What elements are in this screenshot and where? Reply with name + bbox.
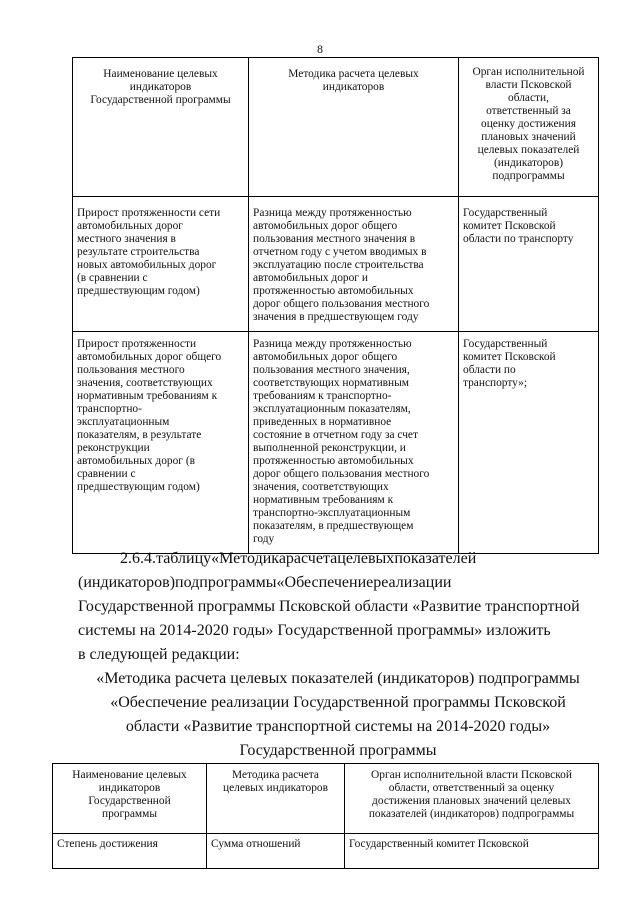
indicators-methodology-table — [72, 57, 599, 554]
table-header-row — [73, 58, 599, 197]
table-title: «Методика расчета целевых показателей (индикаторов) подпрограммы «Обеспечение реализации Государственной программы Псковской области «Развитие транспортной системы на 2014-2020 годы» Государственной программы — [96, 670, 580, 759]
calculation-method-cell: Сумма отношений — [207, 834, 345, 869]
paragraph-line: 2.6.4.таблицу«Методикарасчетацелевыхпоказателей — [120, 550, 477, 567]
header-calculation-method: Методика расчета целевых индикаторов — [207, 764, 345, 834]
table-row — [73, 197, 599, 332]
calculation-method-cell: Разница между протяженностью автомобильных дорог общего пользования местного значения в отчетном году с учетом вводимых в эксплуатацию после строительства автомобильных дорог и протяженностью автомобильных дорог общего пользования местного значения в предшествующем году — [249, 197, 459, 332]
header-responsible-authority: Орган исполнительной власти Псковской области, ответственный за оценку достижения плановых значений целевых показателей (индикаторов) подпрограммы — [345, 764, 599, 834]
paragraph-line: Государственной программы Псковской области «Развитие транспортной — [78, 598, 580, 615]
table-header-row — [53, 764, 599, 834]
header-indicator-name: Наименование целевых индикаторов Государственной программы — [53, 764, 207, 834]
table-row — [53, 834, 599, 869]
page-number: 8 — [317, 42, 323, 56]
indicator-name-cell: Прирост протяженности автомобильных дорог общего пользования местного значения, соответствующих нормативным требованиям к транспортно- эксплуатационным показателям, в результате реконструкции автомобильных дорог (в сравнении с предшествующим годом) — [73, 332, 249, 554]
header-calculation-method: Методика расчета целевых индикаторов — [249, 58, 459, 197]
header-indicator-name: Наименование целевых индикаторов Государственной программы — [73, 58, 249, 197]
paragraph-line: системы на 2014-2020 годы» Государственной программы» изложить — [78, 622, 551, 639]
subprogram-indicators-table — [52, 763, 599, 869]
responsible-authority-cell: Государственный комитет Псковской области по транспорту — [459, 197, 599, 332]
indicator-name-cell: Степень достижения — [53, 834, 207, 869]
header-responsible-authority: Орган исполнительной власти Псковской области, ответственный за оценку достижения плановых значений целевых показателей (индикаторов) подпрограммы — [459, 58, 599, 197]
paragraph-line: (индикаторов)подпрограммы«Обеспечениереализации — [78, 574, 452, 591]
indicator-name-cell: Прирост протяженности сети автомобильных дорог местного значения в результате строительства новых автомобильных дорог (в сравнении с предшествующим годом) — [73, 197, 249, 332]
calculation-method-cell: Разница между протяженностью автомобильных дорог общего пользования местного значения, соответствующих нормативным требованиям к транспортно- эксплуатационным показателям, приведенных в нормативное состояние в отчетном году за счет выполненной реконструкции, и протяженностью автомобильных дорог общего пользования местного значения, соответствующих нормативным требованиям к транспортно-эксплуатационным показателям, в предшествующем году — [249, 332, 459, 554]
amendment-paragraph — [78, 547, 598, 667]
paragraph-line: в следующей редакции: — [78, 646, 240, 663]
responsible-authority-cell: Государственный комитет Псковской — [345, 834, 599, 869]
responsible-authority-cell: Государственный комитет Псковской области по транспорту»; — [459, 332, 599, 554]
table-row — [73, 332, 599, 554]
